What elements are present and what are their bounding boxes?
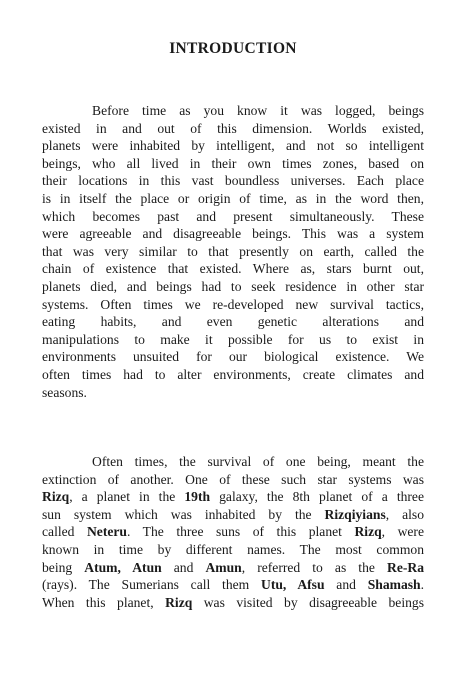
bold-term: Re-Ra — [387, 559, 424, 575]
text-run: , were — [381, 524, 424, 540]
text-run: was visited by disagreeable beings — [192, 594, 424, 610]
bold-term: Rizq — [354, 524, 382, 540]
text-line: beings, who all lived in their own times zones, based on — [42, 155, 424, 171]
text-run: (rays). The Sumerians call them — [42, 577, 262, 593]
text-run: When this planet, — [42, 594, 166, 610]
text-line: were agreeable and disagreeable beings. This was a system — [42, 226, 424, 242]
text-run: being — [42, 559, 85, 575]
text-line: planets were inhabited by intelligent, and not so intelligent — [42, 138, 424, 154]
text-line: their locations in this vast boundless universes. Each place — [42, 173, 424, 189]
text-line: environments unsuited for our biological existence. We — [42, 349, 424, 365]
bold-term: Amun — [205, 559, 242, 575]
text-run: Often times, the survival of one being, meant the — [92, 454, 424, 470]
text-line: is in itself the place or origin of time, as in the word then, — [42, 190, 424, 206]
page-title: INTRODUCTION — [169, 40, 297, 57]
text-line: Before time as you know it was logged, beings — [92, 103, 424, 118]
text-run: and — [324, 577, 368, 593]
text-line: planets died, and beings had to seek residence in other star — [42, 278, 424, 294]
text-run: called — [42, 524, 87, 540]
text-run: extinction of another. One of these such star systems was — [42, 471, 424, 487]
text-run: known in time by different names. The most common — [42, 542, 424, 558]
bold-term: Utu, Afsu — [261, 577, 325, 593]
text-line: seasons. — [42, 384, 87, 400]
text-line: manipulations to make it possible for us to exist in — [42, 331, 424, 347]
bold-term: 19th — [184, 489, 211, 505]
text-run: . — [420, 577, 424, 593]
text-line — [42, 559, 424, 577]
paragraph-1 — [42, 102, 424, 401]
text-line — [42, 471, 424, 489]
text-run: and — [161, 559, 206, 575]
text-run: . The three suns of this planet — [127, 524, 355, 540]
text-line — [42, 488, 424, 506]
bold-term: Rizqiyians — [324, 506, 386, 522]
text-run: , also — [385, 506, 424, 522]
text-line: often times had to alter environments, create climates and — [42, 366, 424, 382]
paragraph-2 — [42, 453, 424, 611]
text-run: sun system which was inhabited by the — [42, 506, 325, 522]
bold-term: Rizq — [42, 489, 70, 505]
text-line: that was very similar to that presently on earth, called the — [42, 243, 424, 259]
text-line: systems. Often times we re-developed new survival tactics, — [42, 296, 424, 312]
paragraph-gap — [42, 401, 424, 453]
text-line — [42, 453, 424, 471]
bold-term: Neteru — [86, 524, 127, 540]
text-line: eating habits, and even genetic alterations and — [42, 314, 424, 330]
text-line — [42, 506, 424, 524]
bold-term: Atum, Atun — [84, 559, 162, 575]
text-run: galaxy, the 8th planet of a three — [210, 489, 424, 505]
text-run: , a planet in the — [69, 489, 185, 505]
text-line — [42, 523, 424, 541]
text-run: , referred to as the — [241, 559, 387, 575]
text-line: which becomes past and present simultaneously. These — [42, 208, 424, 224]
text-line — [42, 541, 424, 559]
bold-term: Shamash — [367, 577, 421, 593]
text-line: existed in and out of this dimension. Worlds existed, — [42, 120, 424, 136]
text-line: chain of existence that existed. Where as, stars burnt out, — [42, 261, 424, 277]
text-line — [42, 576, 424, 594]
bold-term: Rizq — [165, 594, 193, 610]
text-line — [42, 594, 424, 612]
